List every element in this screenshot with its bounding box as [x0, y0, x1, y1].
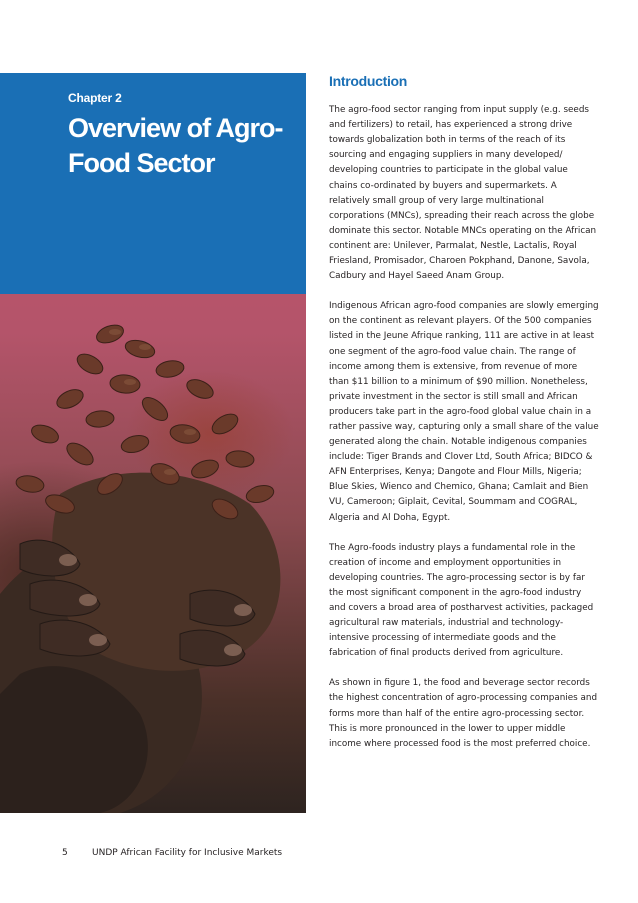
- paragraph: The agro-food sector ranging from input supply (e.g. seeds and fertilizers) to retail, has experienced a strong drive towards globalization both in terms of the reach of its sourcing and engaging suppliers in many developed/ developing countries to participate in the global value chains co-ordinated by buyers and supermarkets. A relatively small group of very large multinational corporations (MNCs), spreading their reach across the globe dominate this sector. Notable MNCs operating on the African continent are: Unilever, Parmalat, Nestle, Lactalis, Royal Friesland, Promisador, Charoen Pokphand, Danone, Savola, Cadbury and Hayel Saeed Anam Group.: [329, 105, 597, 282]
- chapter-label: Chapter 2: [68, 91, 122, 105]
- page-number: 5: [62, 848, 68, 858]
- cocoa-beans-hands-illustration: [0, 294, 306, 813]
- hero-image: [0, 73, 306, 813]
- footer-publication: UNDP African Facility for Inclusive Markets: [92, 848, 283, 858]
- text-column: [329, 74, 599, 767]
- chapter-banner: [0, 73, 306, 294]
- paragraph: Indigenous African agro-food companies are slowly emerging on the continent as relevant players. Of the 500 companies listed in the Jeune Afrique ranking, 111 are active in at least one segment of the agro-food value chain. The range of income among them is extensive, from revenue of more than $11 billion to a minimum of $90 million. Nonetheless, private investment in the sector is still small and African producers take part in the agro-food global value chain in a rather passive way, capturing only a small share of the value generated along the chain. Notable indigenous companies include: Tiger Brands and Clover Ltd, South Africa; BIDCO & AFN Enterprises, Kenya; Dangote and Flour Mills, Nigeria; Blue Skies, Wienco and Chemico, Ghana; Camlait and Bien VU, Cameroon; Giplait, Cevital, Soummam and COGRAL, Algeria and Al Doha, Egypt.: [329, 301, 599, 523]
- paragraph: The Agro-foods industry plays a fundamental role in the creation of income and employment opportunities in developing countries. The agro-processing sector is by far the most significant component in the agro-food industry and covers a broad area of postharvest activities, packaged agricultural raw materials, industrial and technology-intensive processing of intermediate goods and the fabrication of final products derived from agriculture.: [329, 542, 594, 659]
- section-heading: Introduction: [329, 73, 408, 89]
- paragraph: As shown in figure 1, the food and beverage sector records the highest concentration of agro-processing companies and forms more than half of the entire agro-processing sector. This is more pronounced in the lower to upper middle income where processed food is the most preferred choice.: [329, 678, 598, 749]
- chapter-title: Overview of Agro-Food Sector: [68, 113, 283, 178]
